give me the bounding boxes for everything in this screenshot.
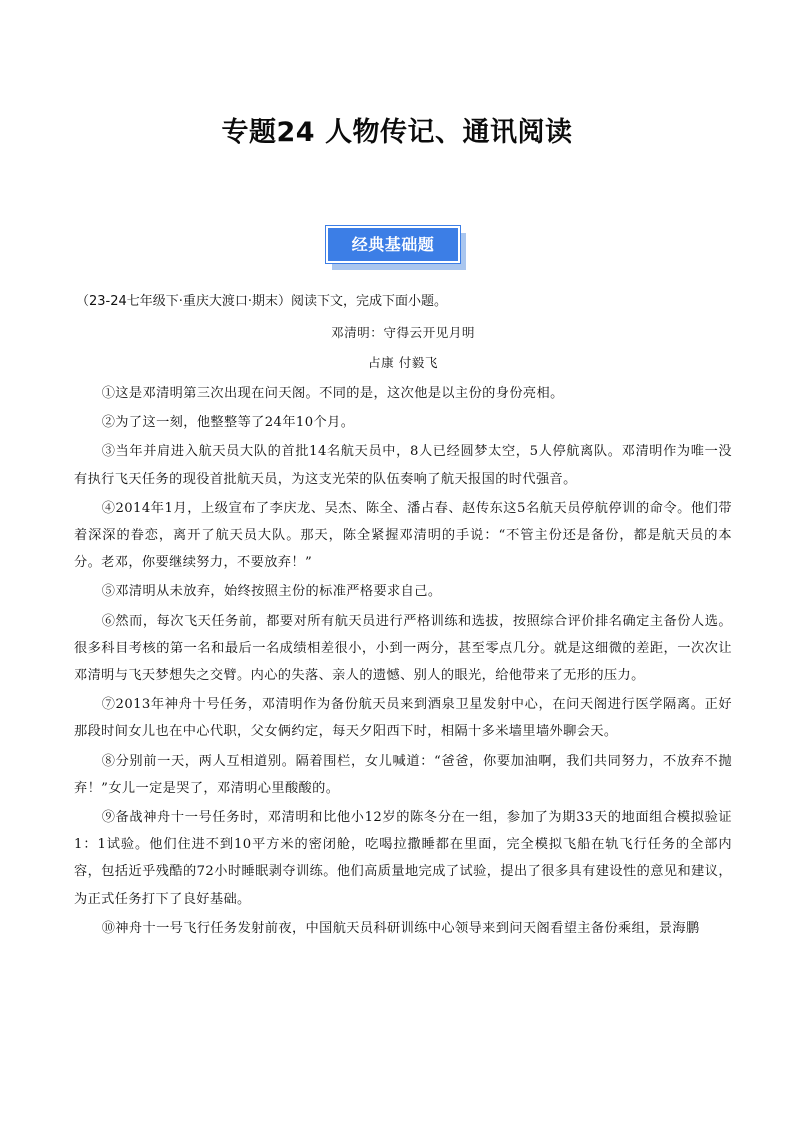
paragraph-5: ⑤邓清明从未放弃，始终按照主份的标准严格要求自己。 [101, 584, 442, 600]
paragraph-6: ⑥然而，每次飞天任务前，都要对所有航天员进行严格训练和选拔，按照综合评价排名确定主备份人选。很多科目考核的第一名和最后一名成绩相差很小，小到一两分，甚至零点几分。就是这细微的差距，一次次让邓清明与飞天梦想失之交臂。内心的失落、亲人的遗憾、别人的眼光，给他带来了无形的压力。 [74, 613, 732, 684]
page-title: 专题24 人物传记、通讯阅读 [221, 117, 573, 148]
article-author: 占康 付毅飞 [368, 355, 438, 370]
paragraph-8: ⑧分别前一天，两人互相道别。隔着围栏，女儿喊道：“爸爸，你要加油啊，我们共同努力，不放弃不抛弃！”女儿一定是哭了，邓清明心里酸酸的。 [74, 753, 732, 796]
article-content [74, 288, 732, 944]
paragraph-2: ②为了这一刻，他整整等了24年10个月。 [101, 415, 355, 431]
paragraph-7: ⑦2013年神舟十号任务，邓清明作为备份航天员来到酒泉卫星发射中心，在问天阁进行医学隔离。正好那段时间女儿也在中心代职，父女俩约定，每天夕阳西下时，相隔十多米墙里墙外聊会天。 [74, 697, 732, 740]
paragraph-9: ⑨备战神舟十一号任务时，邓清明和比他小12岁的陈冬分在一组，参加了为期33天的地面组合模拟验证1：1试验。他们住进不到10平方米的密闭舱，吃喝拉撒睡都在里面，完全模拟飞船在轨飞行任务的全部内容，包括近乎残酷的72小时睡眠剥夺训练。他们高质量地完成了试验，提出了很多具有建设性的意见和建议，为正式任务打下了良好基础。 [74, 810, 732, 907]
section-badge [326, 226, 468, 272]
paragraph-4: ④2014年1月，上级宣布了李庆龙、吴杰、陈全、潘占春、赵传东这5名航天员停航停训的命令。他们带着深深的眷恋，离开了航天员大队。那天，陈全紧握邓清明的手说：“不管主份还是备份，都是航天员的本分。老邓，你要继续努力，不要放弃！” [74, 500, 732, 571]
article-title: 邓清明：守得云开见月明 [330, 325, 476, 340]
paragraph-1: ①这是邓清明第三次出现在问天阁。不同的是，这次他是以主份的身份亮相。 [101, 386, 564, 401]
question-source: （23-24七年级下·重庆大渡口·期末）阅读下文，完成下面小题。 [76, 294, 448, 309]
paragraph-3: ③当年并肩进入航天员大队的首批14名航天员中，8人已经圆梦太空，5人停航离队。邓清明作为唯一没有执行飞天任务的现役首批航天员，为这支光荣的队伍奏响了航天报国的时代强音。 [74, 444, 732, 487]
section-badge-label: 经典基础题 [326, 226, 460, 263]
paragraph-10: ⑩神舟十一号飞行任务发射前夜，中国航天员科研训练中心领导来到问天阁看望主备份乘组，景海鹏 [101, 920, 700, 936]
